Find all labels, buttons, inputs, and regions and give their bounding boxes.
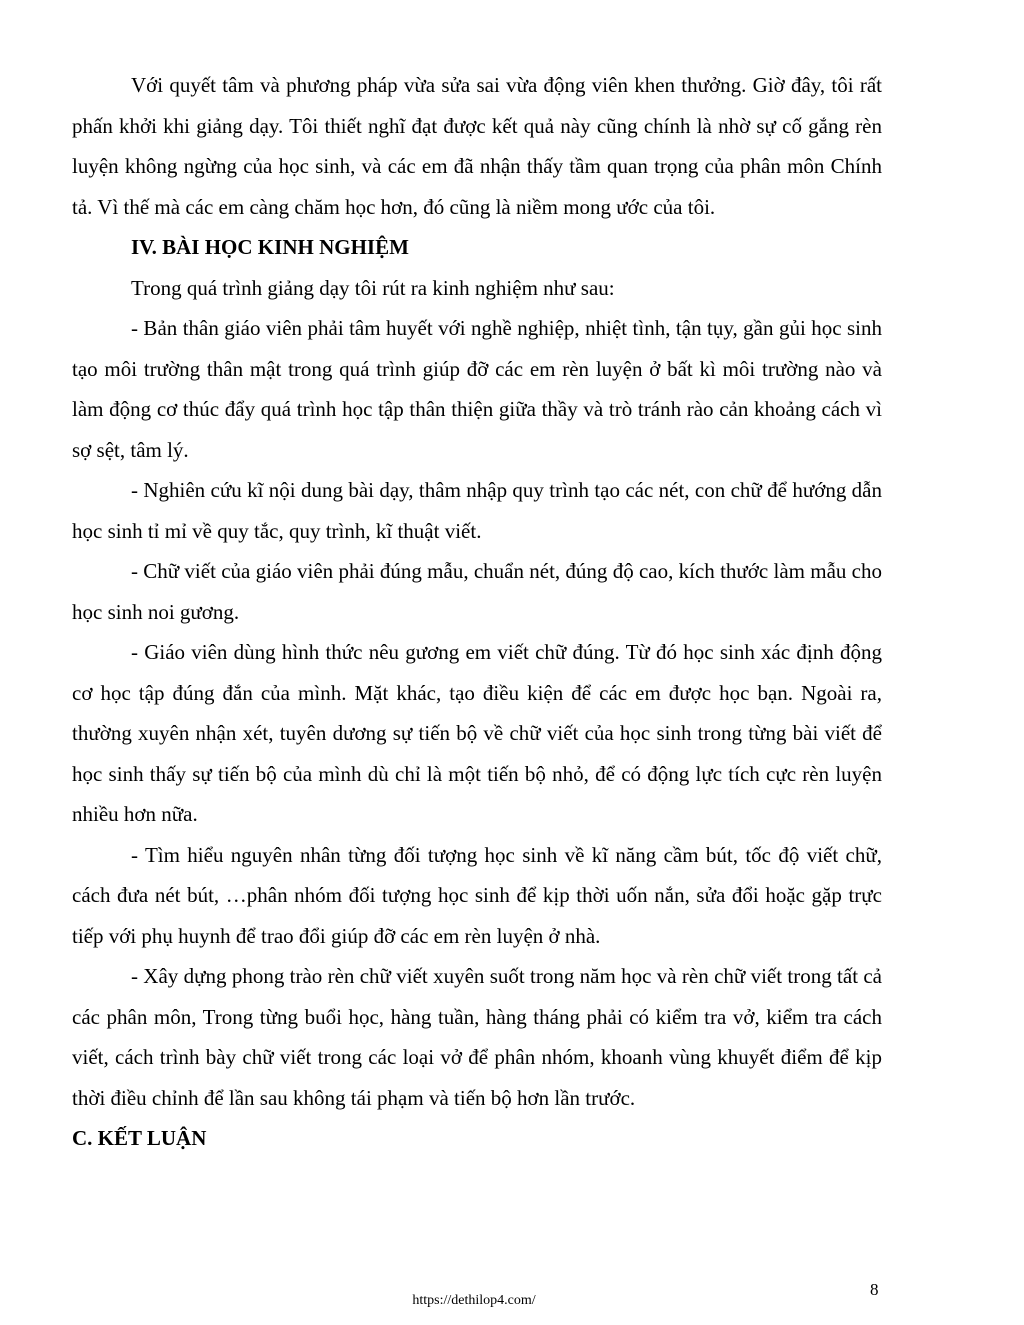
paragraph-intro: Với quyết tâm và phương pháp vừa sửa sai vừa động viên khen thưởng. Giờ đây, tôi rất phấn khởi khi giảng dạy. Tôi thiết nghĩ đạt được kết quả này cũng chính là nhờ sự cố gắng rèn luyện không ngừng của học sinh, và các em đã nhận thấy tầm quan trọng của phân môn Chính tả. Vì thế mà các em càng chăm học hơn, đó cũng là niềm mong ước của tôi.	[72, 73, 882, 219]
experience-item-3: - Chữ viết của giáo viên phải đúng mẫu, chuẩn nét, đúng độ cao, kích thước làm mẫu cho học sinh noi gương.	[72, 559, 882, 624]
experience-item-1: - Bản thân giáo viên phải tâm huyết với nghề nghiệp, nhiệt tình, tận tụy, gần gủi học sinh tạo môi trường thân mật trong quá trình giúp đỡ các em rèn luyện ở bất kì môi trường nào và làm động cơ thúc đẩy quá trình học tập thân thiện giữa thầy và trò tránh rào cản khoảng cách vì sợ sệt, tâm lý.	[72, 316, 882, 462]
footer-url[interactable]: https://dethilop4.com/	[412, 1293, 536, 1308]
section-iv-lead: Trong quá trình giảng dạy tôi rút ra kinh nghiệm như sau:	[131, 275, 615, 300]
section-c-heading: C. KẾT LUẬN	[72, 1126, 207, 1150]
experience-item-5: - Tìm hiểu nguyên nhân từng đối tượng học sinh về kĩ năng cầm bút, tốc độ viết chữ, cách đưa nét bút, …phân nhóm đối tượng học sinh để kịp thời uốn nắn, sửa đổi hoặc gặp trực tiếp với phụ huynh để trao đổi giúp đỡ các em rèn luyện ở nhà.	[72, 842, 882, 948]
experience-item-2: - Nghiên cứu kĩ nội dung bài dạy, thâm nhập quy trình tạo các nét, con chữ để hướng dẫn học sinh tỉ mỉ về quy tắc, quy trình, kĩ thuật viết.	[72, 478, 882, 543]
experience-item-4: - Giáo viên dùng hình thức nêu gương em viết chữ đúng. Từ đó học sinh xác định động cơ học tập đúng đắn của mình. Mặt khác, tạo điều kiện để các em được học bạn. Ngoài ra, thường xuyên nhận xét, tuyên dương sự tiến bộ về chữ viết của học sinh trong từng bài viết để học sinh thấy sự tiến bộ của mình dù chỉ là một tiến bộ nhỏ, để có động lực tích cực rèn luyện nhiều hơn nữa.	[72, 640, 882, 826]
experience-item-6: - Xây dựng phong trào rèn chữ viết xuyên suốt trong năm học và rèn chữ viết trong tất cả các phân môn, Trong từng buổi học, hàng tuần, hàng tháng phải có kiểm tra vở, kiểm tra cách viết, cách trình bày chữ viết trong các loại vở để phân nhóm, khoanh vùng khuyết điểm để kịp thời điều chỉnh để lần sau không tái phạm và tiến bộ hơn lần trước.	[72, 964, 882, 1110]
section-iv-heading: IV. BÀI HỌC KINH NGHIỆM	[131, 235, 409, 259]
page-number: 8	[870, 1280, 879, 1299]
page-content	[72, 65, 882, 1159]
